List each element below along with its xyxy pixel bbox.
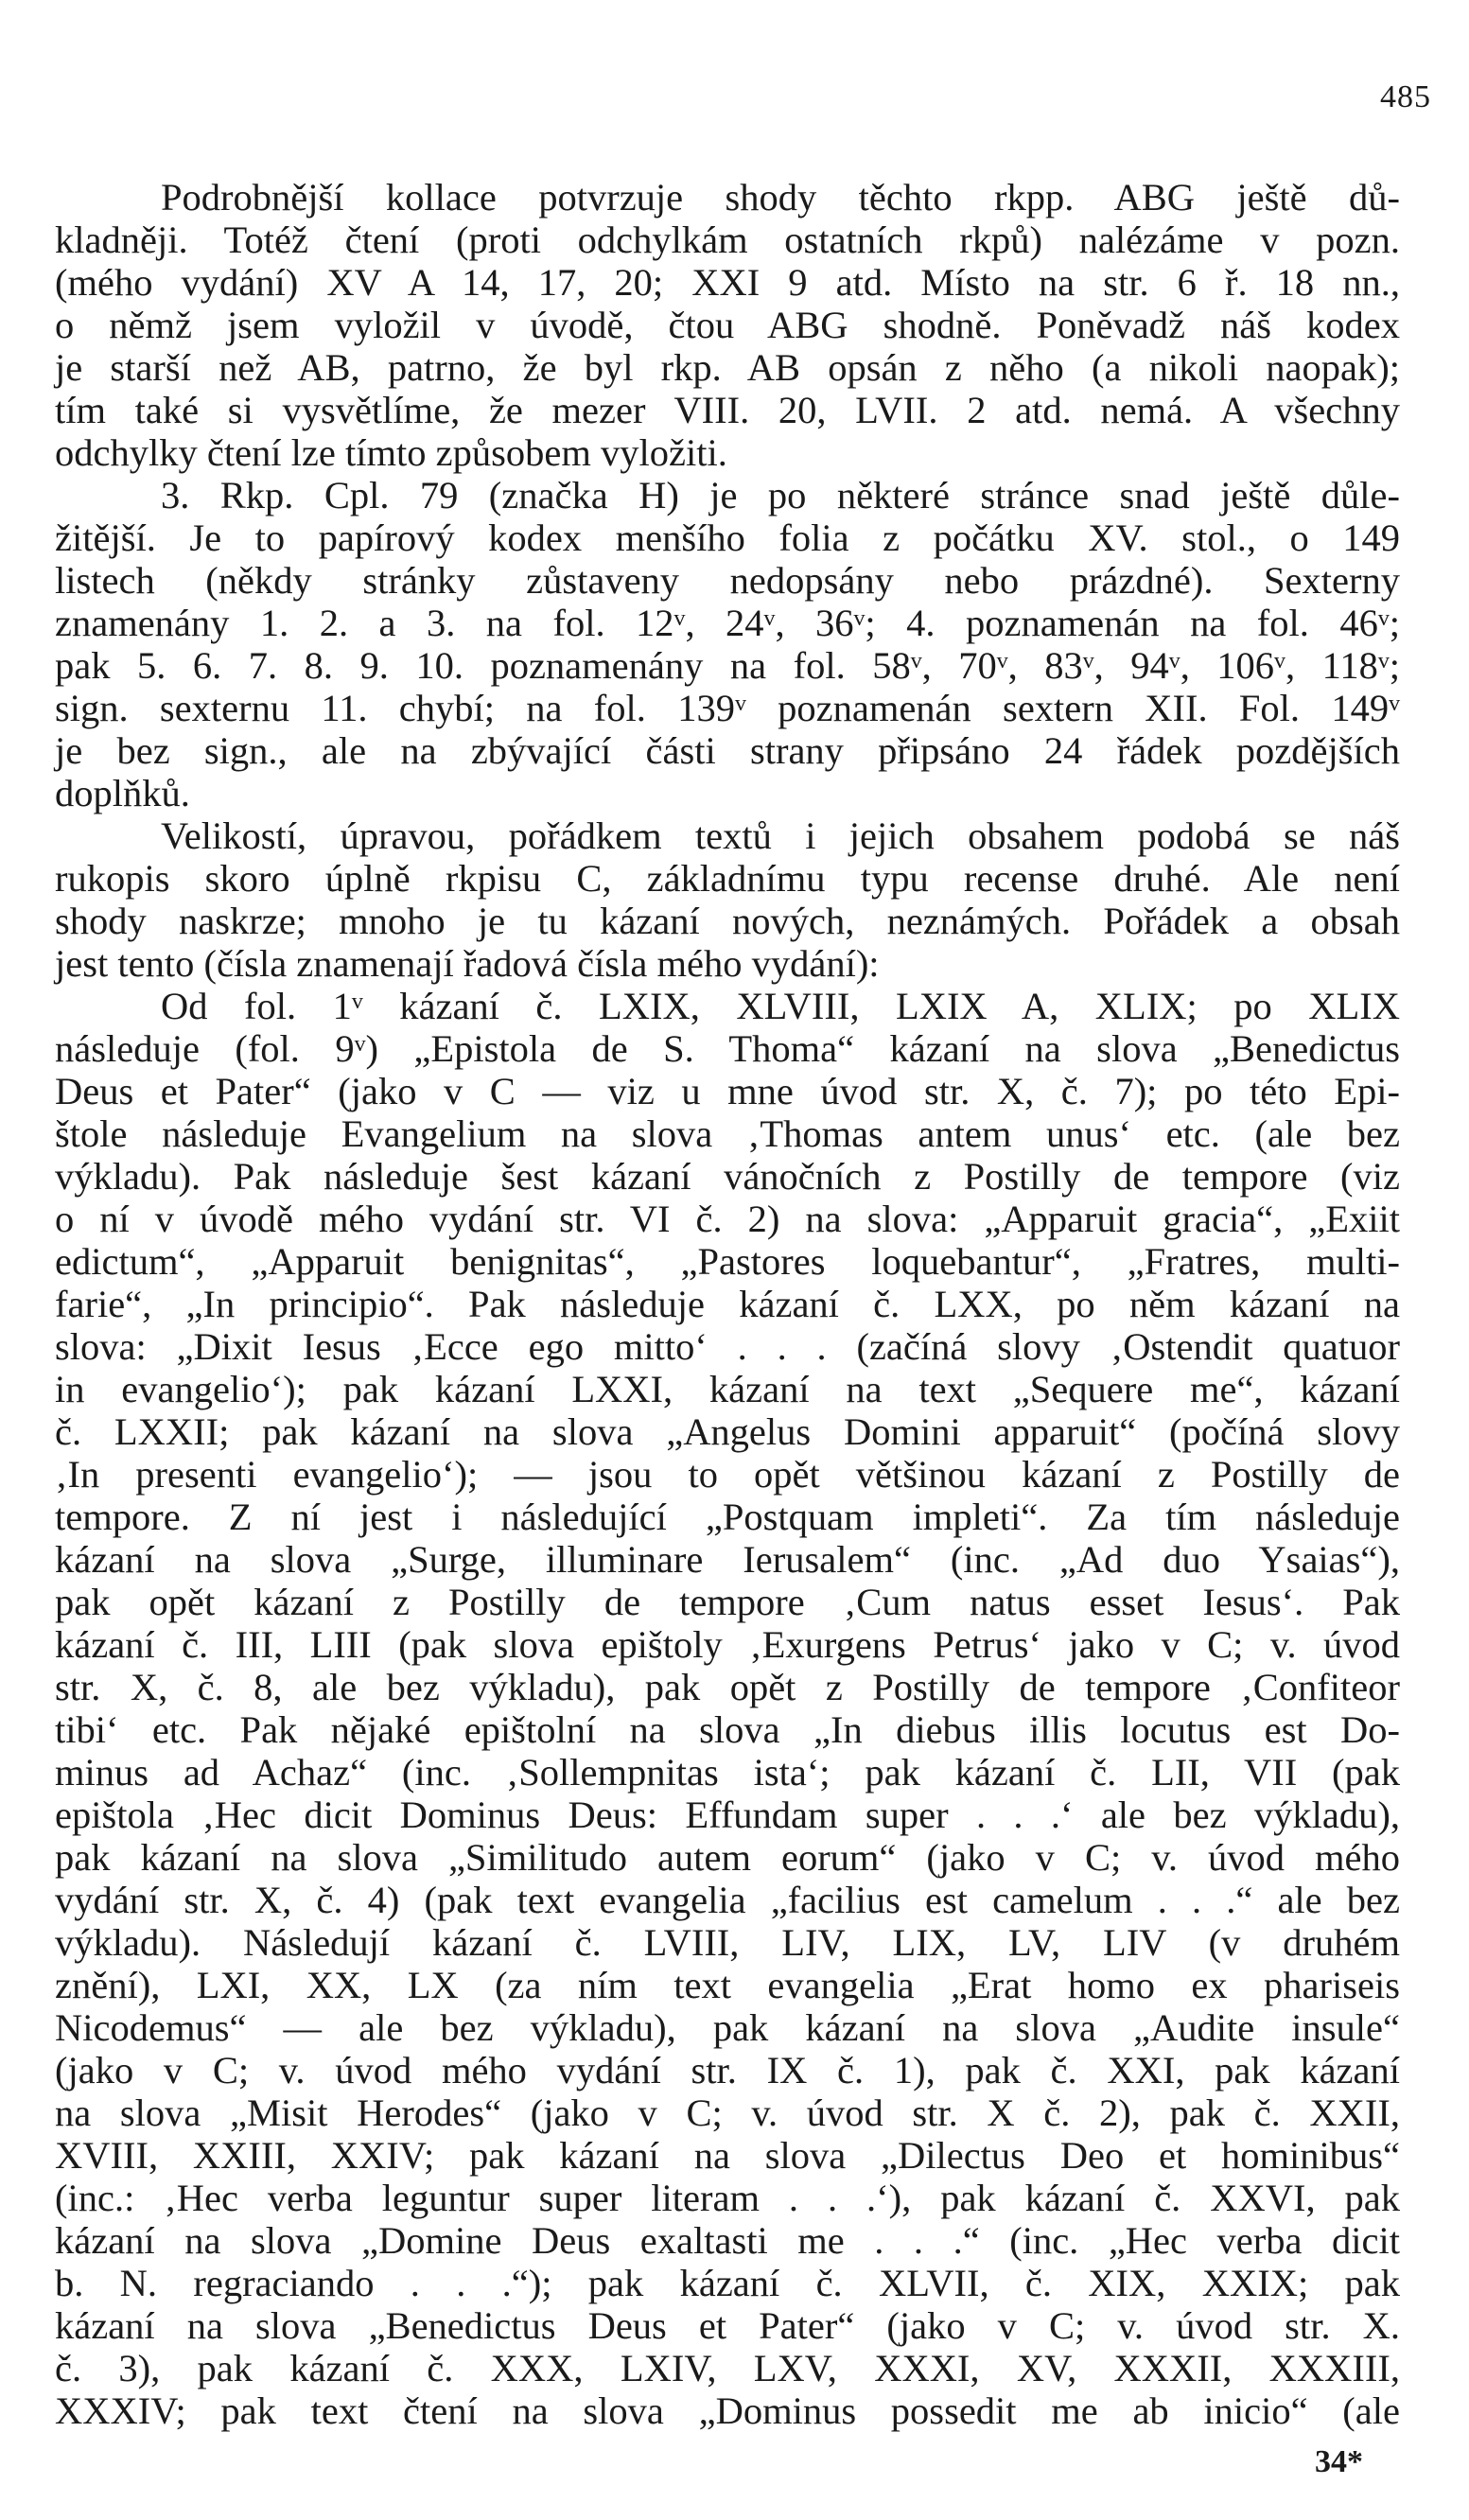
text-line: tempore. Z ní jest i následující „Postquam impleti“. Za tím následuje — [55, 1496, 1400, 1538]
text-line: kázaní na slova „Benedictus Deus et Pater“ (jako v C; v. úvod str. X. — [55, 2304, 1400, 2347]
text-line: edictum“, „Apparuit benignitas“, „Pastores loquebantur“, „Fratres, multi- — [55, 1240, 1400, 1283]
text-line: Podrobnější kollace potvrzuje shody těchto rkpp. ABG ještě dů- — [161, 176, 1400, 219]
text-line: je bez sign., ale na zbývající části strany připsáno 24 řádek pozdějších — [55, 729, 1400, 772]
text-line: žitější. Je to papírový kodex menšího folia z počátku XV. stol., o 149 — [55, 516, 1400, 559]
text-line: štole následuje Evangelium na slova ‚Thomas antem unus‘ etc. (ale bez — [55, 1112, 1400, 1155]
text-line: o ní v úvodě mého vydání str. VI č. 2) na slova: „Apparuit gracia“, „Exiit — [55, 1198, 1400, 1240]
text-line: 3. Rkp. Cpl. 79 (značka H) je po některé stránce snad ještě důle- — [161, 474, 1400, 516]
text-line: Deus et Pater“ (jako v C — viz u mne úvod str. X, č. 7); po této Epi- — [55, 1070, 1400, 1112]
text-line: in evangelio‘); pak kázaní LXXI, kázaní na text „Sequere me“, kázaní — [55, 1368, 1400, 1410]
text-line: Od fol. 1ᵛ kázaní č. LXIX, XLVIII, LXIX A, XLIX; po XLIX — [161, 985, 1400, 1027]
text-line: rukopis skoro úplně rkpisu C, základnímu typu recense druhé. Ale není — [55, 857, 1400, 900]
text-line: str. X, č. 8, ale bez výkladu), pak opět z Postilly de tempore ‚Confiteor — [55, 1666, 1400, 1708]
text-line: sign. sexternu 11. chybí; na fol. 139ᵛ poznamenán sextern XII. Fol. 149ᵛ — [55, 687, 1400, 729]
text-line: Velikostí, úpravou, pořádkem textů i jejich obsahem podobá se náš — [161, 814, 1400, 857]
text-line: o němž jsem vyložil v úvodě, čtou ABG shodně. Poněvadž náš kodex — [55, 304, 1400, 346]
page-number: 485 — [1380, 79, 1431, 114]
text-line: pak opět kázaní z Postilly de tempore ‚Cum natus esset Iesus‘. Pak — [55, 1581, 1400, 1623]
text-line: (jako v C; v. úvod mého vydání str. IX č. 1), pak č. XXI, pak kázaní — [55, 2049, 1400, 2091]
text-line: tibi‘ etc. Pak nějaké epištolní na slova „In diebus illis locutus est Do- — [55, 1708, 1400, 1751]
text-line: farie“, „In principio“. Pak následuje kázaní č. LXX, po něm kázaní na — [55, 1283, 1400, 1325]
text-line: pak 5. 6. 7. 8. 9. 10. poznamenány na fol. 58ᵛ, 70ᵛ, 83ᵛ, 94ᵛ, 106ᵛ, 118ᵛ; — [55, 644, 1400, 687]
text-line: na slova „Misit Herodes“ (jako v C; v. úvod str. X č. 2), pak č. XXII, — [55, 2091, 1400, 2134]
text-line: slova: „Dixit Iesus ‚Ecce ego mitto‘ . . . (začíná slovy ‚Ostendit quatuor — [55, 1325, 1400, 1368]
text-line: kázaní na slova „Surge, illuminare Ierusalem“ (inc. „Ad duo Ysaias“), — [55, 1538, 1400, 1581]
text-line: jest tento (čísla znamenají řadová čísla mého vydání): — [55, 942, 880, 985]
text-line: XVIII, XXIII, XXIV; pak kázaní na slova „Dilectus Deo et hominibus“ — [55, 2134, 1400, 2177]
text-line: b. N. regraciando . . .“); pak kázaní č. XLVII, č. XIX, XXIX; pak — [55, 2262, 1400, 2304]
text-line: kladněji. Totéž čtení (proti odchylkám ostatních rkpů) nalézáme v pozn. — [55, 219, 1400, 261]
text-line: znamenány 1. 2. a 3. na fol. 12ᵛ, 24ᵛ, 36ᵛ; 4. poznamenán na fol. 46ᵛ; — [55, 602, 1400, 644]
text-line: výkladu). Následují kázaní č. LVIII, LIV, LIX, LV, LIV (v druhém — [55, 1921, 1400, 1964]
text-line: epištola ‚Hec dicit Dominus Deus: Effundam super . . .‘ ale bez výkladu), — [55, 1794, 1400, 1836]
text-line: č. 3), pak kázaní č. XXX, LXIV, LXV, XXXI, XV, XXXII, XXXIII, — [55, 2347, 1400, 2389]
text-line: kázaní č. III, LIII (pak slova epištoly ‚Exurgens Petrus‘ jako v C; v. úvod — [55, 1623, 1400, 1666]
text-line: č. LXXII; pak kázaní na slova „Angelus Domini apparuit“ (počíná slovy — [55, 1410, 1400, 1453]
text-line: je starší než AB, patrno, že byl rkp. AB opsán z něho (a nikoli naopak); — [55, 346, 1400, 389]
text-line: následuje (fol. 9ᵛ) „Epistola de S. Thoma“ kázaní na slova „Benedictus — [55, 1027, 1400, 1070]
text-line: kázaní na slova „Domine Deus exaltasti me . . .“ (inc. „Hec verba dicit — [55, 2219, 1400, 2262]
text-line: Nicodemus“ — ale bez výkladu), pak kázaní na slova „Audite insule“ — [55, 2006, 1400, 2049]
text-line: XXXIV; pak text čtení na slova „Dominus possedit me ab inicio“ (ale — [55, 2389, 1400, 2432]
text-line: znění), LXI, XX, LX (za ním text evangelia „Erat homo ex phariseis — [55, 1964, 1400, 2006]
text-line: listech (někdy stránky zůstaveny nedopsány nebo prázdné). Sexterny — [55, 559, 1400, 602]
text-line: minus ad Achaz“ (inc. ‚Sollempnitas ista‘; pak kázaní č. LII, VII (pak — [55, 1751, 1400, 1794]
signature-mark: 34* — [1315, 2444, 1363, 2479]
text-line: (mého vydání) XV A 14, 17, 20; XXI 9 atd. Místo na str. 6 ř. 18 nn., — [55, 261, 1400, 304]
text-line: tím také si vysvětlíme, že mezer VIII. 20, LVII. 2 atd. nemá. A všechny — [55, 389, 1400, 431]
text-line: (inc.: ‚Hec verba leguntur super literam . . .‘), pak kázaní č. XXVI, pak — [55, 2177, 1400, 2219]
text-line: výkladu). Pak následuje šest kázaní vánočních z Postilly de tempore (viz — [55, 1155, 1400, 1198]
body-text — [55, 176, 1400, 2432]
text-line: doplňků. — [55, 772, 190, 814]
text-line: vydání str. X, č. 4) (pak text evangelia „facilius est camelum . . .“ ale bez — [55, 1879, 1400, 1921]
text-line: odchylky čtení lze tímto způsobem vyložiti. — [55, 431, 727, 474]
text-line: pak kázaní na slova „Similitudo autem eorum“ (jako v C; v. úvod mého — [55, 1836, 1400, 1879]
text-line: shody naskrze; mnoho je tu kázaní nových, neznámých. Pořádek a obsah — [55, 900, 1400, 942]
text-line: ‚In presenti evangelio‘); — jsou to opět většinou kázaní z Postilly de — [55, 1453, 1400, 1496]
